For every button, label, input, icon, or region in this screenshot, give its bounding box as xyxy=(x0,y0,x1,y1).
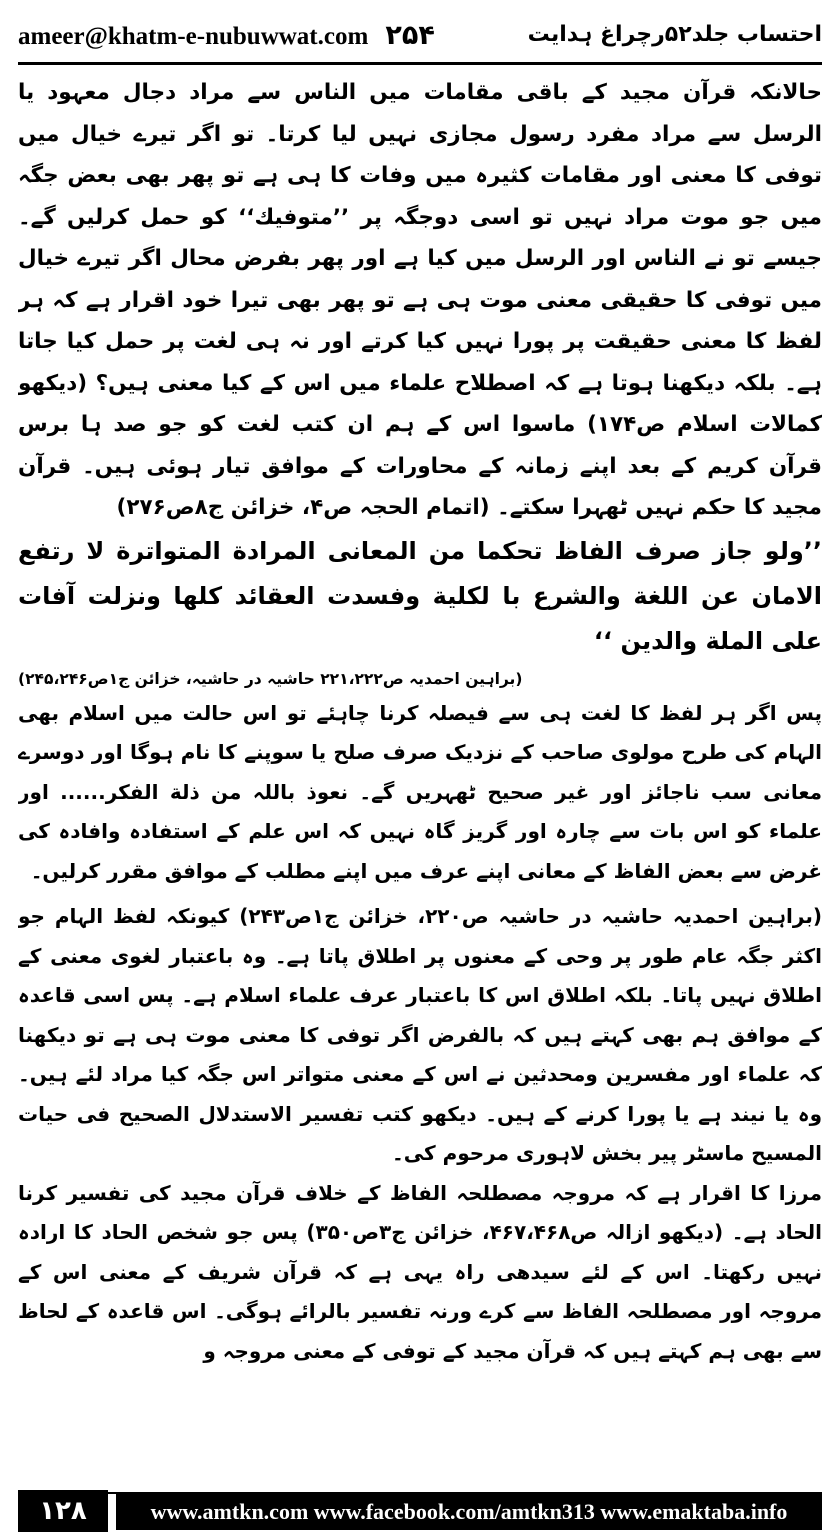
header-book-title: احتساب جلد۵۲رچراغ ہدایت xyxy=(527,22,822,47)
paragraph-4: مرزا کا اقرار ہے کہ مروجہ مصطلحہ الفاظ کے خلاف قرآن مجید کی تفسیر کرنا الحاد ہے۔ (دیکھو ازالہ ص۴۶۷،۴۶۸، خزائن ج۳ص۳۵۰) پس جو شخص الحاد کا ارادہ نہیں رکھتا۔ اس کے لئے سیدھی راہ یہی ہے کہ قرآن شریف کے معنی اس کے مروجہ اور مصطلحہ الفاظ سے کرے ورنہ تفسیر بالرائے ہوگی۔ اس قاعدہ کے لحاظ سے بھی ہم کہتے ہیں کہ قرآن مجید کے توفی کے معنی مروجہ و xyxy=(18,1180,822,1363)
paragraph-3: (براہین احمدیہ حاشیہ در حاشیہ ص۲۲۰، خزائن ج۱ص۲۴۳) کیونکہ لفظ الہام جو اکثر جگہ عام طور پر وحی کے معنوں پر اطلاق پاتا ہے۔ وہ باعتبار لغوی معنی کے اطلاق نہیں پاتا۔ بلکہ اطلاق اس کا باعتبار عرف علماء اسلام ہے۔ پس اسی قاعدہ کے موافق ہم بھی کہتے ہیں کہ بالفرض اگر توفی کا معنی موت ہی ہے تو دیکھنا کہ علماء اور مفسرین ومحدثین نے اس کے معنی متواتر اس جگہ کیا مراد لئے ہیں۔ وہ یا نیند ہے یا پورا کرنے کے ہیں۔ دیکھو کتب تفسیر الاستدلال الصحیح فی حیات المسیح ماسٹر پیر بخش لاہوری مرحوم کی۔ xyxy=(18,904,822,1165)
paragraph-2: پس اگر ہر لفظ کا لغت ہی سے فیصلہ کرنا چاہئے تو اس حالت میں اسلام بھی الہام کی طرح مولوی صاحب کے نزدیک صرف صلح یا سوپنے کا نام ہوگا اور دوسرے معانی سب ناجائز اور غیر صحیح ٹھہریں گے۔ نعوذ باللہ من ذلة الفکر...... اور علماء کو اس بات سے چارہ اور گریز گاہ نہیں کہ اس علم کے استفادہ وافادہ کی غرض سے بعض الفاظ کے معانی اپنے عرف میں اپنے مطلب کے موافق مقرر کرلیں۔ xyxy=(18,700,822,883)
header-rule xyxy=(18,62,822,65)
header-email: ameer@khatm-e-nubuwwat.com xyxy=(18,23,369,50)
arabic-quote: ’’ولو جاز صرف الفاظ تحكما من المعانی المرادة المتواترة لا رتفع الامان عن اللغة والشرع با لكلية وفسدت العقائد كلها ونزلت آفات علی الملة والدین ‘‘ xyxy=(18,536,822,655)
header-page-number: ۲۵۴ xyxy=(385,20,435,51)
citation: (براہین احمدیہ ص۲۲۱،۲۲۲ حاشیہ در حاشیہ، خزائن ج۱ص۲۴۵،۲۴۶) xyxy=(18,669,523,688)
header-left xyxy=(18,20,435,51)
page-header xyxy=(18,8,822,66)
footer-links: www.amtkn.com www.facebook.com/amtkn313 www.emaktaba.info xyxy=(116,1494,822,1530)
footer-page-number: ۱۲۸ xyxy=(18,1490,108,1532)
page-body xyxy=(18,72,822,1452)
paragraph-1: حالانکہ قرآن مجید کے باقی مقامات میں الناس سے مراد دجال معہود یا الرسل سے مراد مفرد رسول مجازی نہیں لیا کرتا۔ تو اگر تیرے خیال میں توفی کا معنی اور مقامات کثیرہ میں وفات کا ہی ہے تو پھر بھی بعض جگہ میں جو موت مراد نہیں تو اسی دوجگہ پر ’’متوفیك‘‘ کو حمل کرلیں گے۔ جیسے تو نے الناس اور الرسل میں کیا ہے اور پھر بفرض محال اگر تیرے خیال میں توفی کا حقیقی معنی موت ہی ہے تو پھر بھی تیرا خود اقرار ہے کہ ہر لفظ کا معنی حقیقت پر پورا نہیں کیا کرتے اور نہ ہی لغت پر حمل کیا جاتا ہے۔ بلکہ دیکھنا ہوتا ہے کہ اصطلاح علماء میں اس کے کیا معنی ہیں؟ (دیکھو کمالات اسلام ص۱۷۴) ماسوا اس کے ہم ان کتب لغت کو جو صد ہا برس قرآن کریم کے بعد اپنے زمانہ کے محاورات کے موافق تیار ہوئی ہیں۔ قرآن مجید کا حکم نہیں ٹھہرا سکتے۔ (اتمام الحجہ ص۴، خزائن ج۸ص۲۷۶) xyxy=(18,80,822,520)
